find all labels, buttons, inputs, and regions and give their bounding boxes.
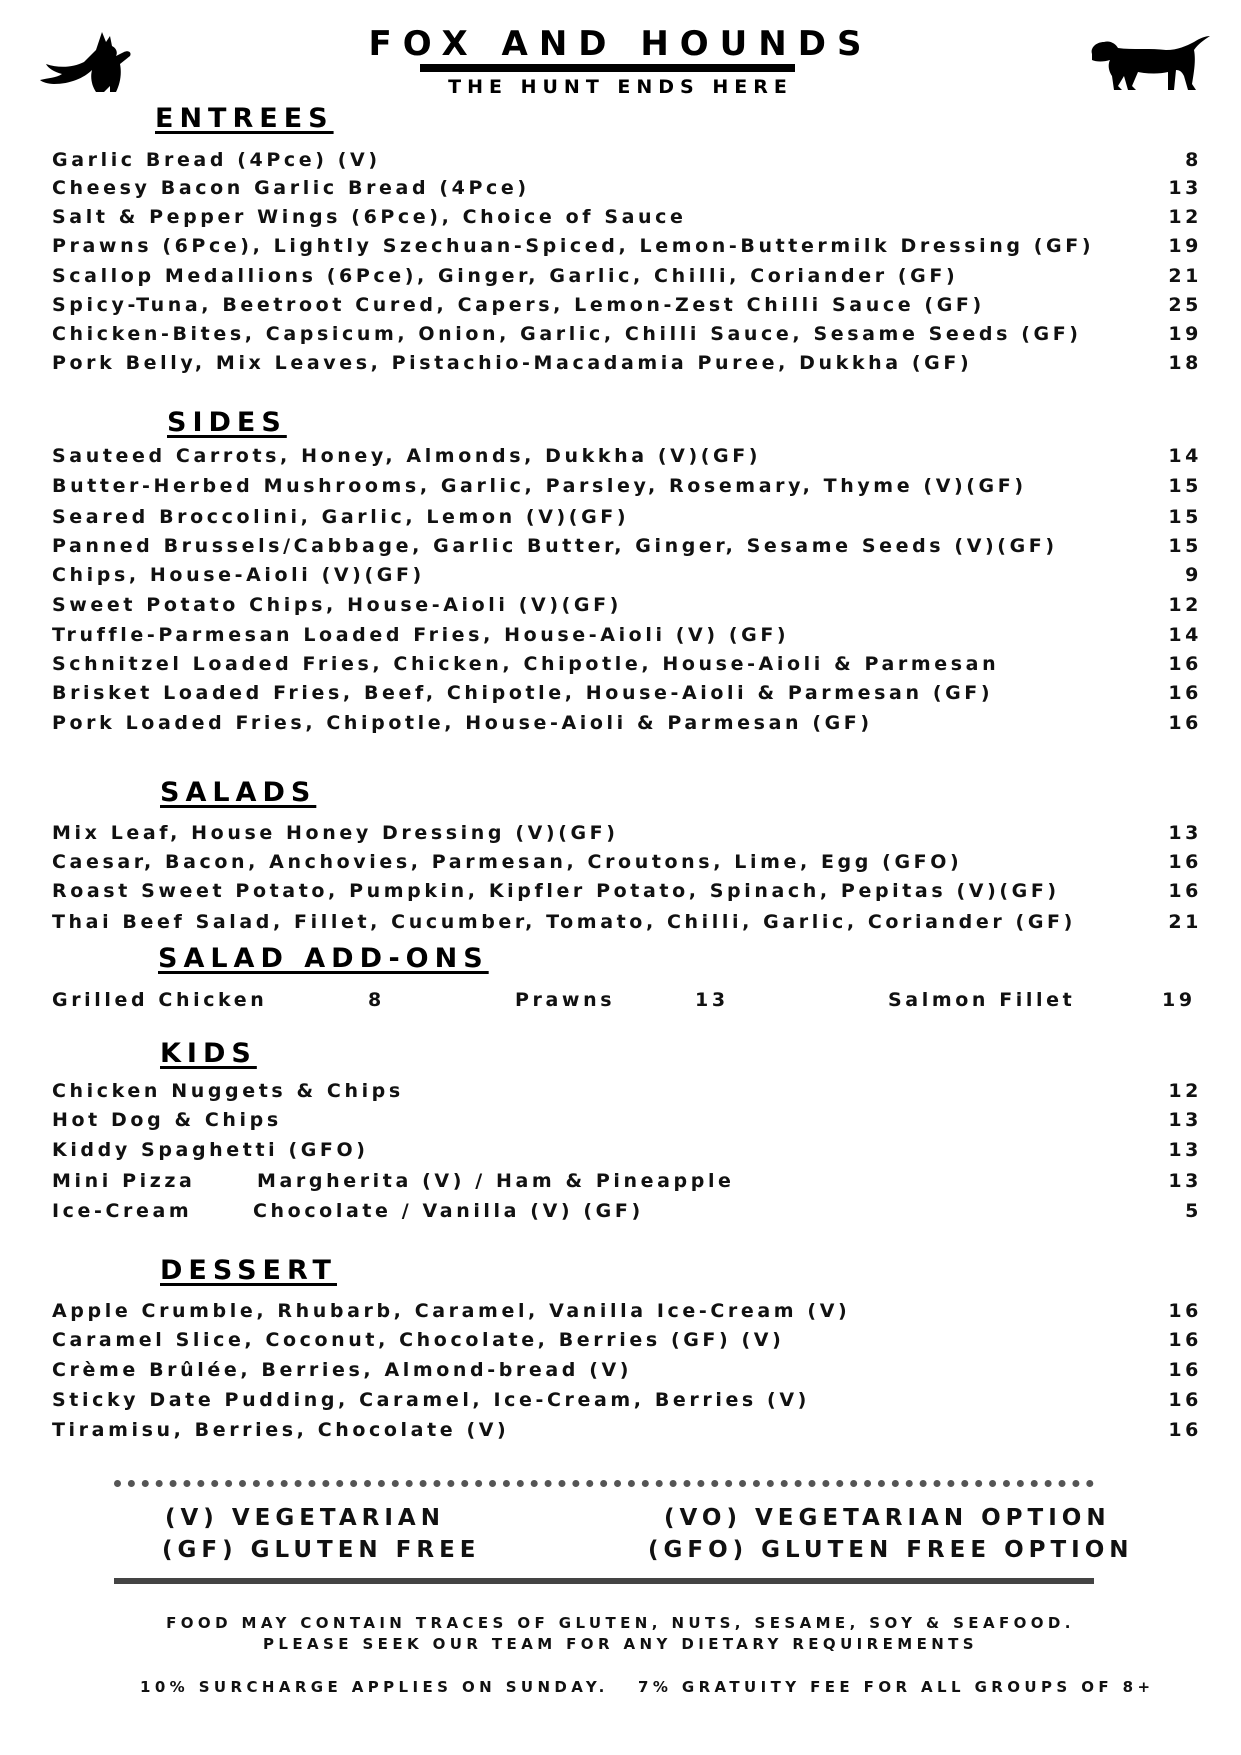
item-name: Chicken-Bites, Capsicum, Onion, Garlic, Chilli Sauce, Sesame Seeds (GF)	[52, 323, 1082, 345]
menu-item	[52, 294, 1202, 320]
item-price: 16	[1168, 880, 1202, 902]
item-name: Scallop Medallions (6Pce), Ginger, Garlic, Chilli, Coriander (GF)	[52, 265, 959, 287]
section-heading-sides: SIDES	[167, 407, 287, 438]
item-price: 15	[1168, 475, 1202, 497]
item-name: Mini Pizza	[52, 1170, 196, 1192]
item-price: 16	[1168, 682, 1202, 704]
section-heading-dessert: DESSERT	[160, 1255, 337, 1286]
legend-vegetarian-option: (VO) VEGETARIAN OPTION	[664, 1505, 1111, 1531]
menu-item	[52, 682, 1202, 708]
item-price: 5	[1185, 1200, 1202, 1222]
item-name: Ice-Cream	[52, 1200, 193, 1222]
addon-price: 13	[695, 989, 729, 1011]
item-name: Brisket Loaded Fries, Beef, Chipotle, House-Aioli & Parmesan (GF)	[52, 682, 994, 704]
item-price: 16	[1168, 712, 1202, 734]
item-name: Crème Brûlée, Berries, Almond-bread (V)	[52, 1359, 633, 1381]
item-price: 18	[1168, 352, 1202, 374]
item-name: Caramel Slice, Coconut, Chocolate, Berries (GF) (V)	[52, 1329, 785, 1351]
item-name: Tiramisu, Berries, Chocolate (V)	[52, 1419, 510, 1441]
item-price: 25	[1168, 294, 1202, 316]
item-name: Pork Loaded Fries, Chipotle, House-Aioli & Parmesan (GF)	[52, 712, 873, 734]
menu-item	[52, 1139, 1202, 1165]
menu-item	[52, 206, 1202, 232]
item-price: 12	[1168, 1080, 1202, 1102]
menu-item	[52, 149, 1202, 175]
legend-gluten-free: (GF) GLUTEN FREE	[162, 1537, 481, 1563]
item-price: 8	[1185, 149, 1202, 171]
menu-item	[52, 564, 1202, 590]
item-price: 16	[1168, 1419, 1202, 1441]
item-price: 16	[1168, 1389, 1202, 1411]
addon-name: Prawns	[515, 989, 616, 1011]
item-name: Sauteed Carrots, Honey, Almonds, Dukkha (V)(GF)	[52, 445, 762, 467]
menu-item	[52, 880, 1202, 906]
item-price: 14	[1168, 445, 1202, 467]
menu-item	[52, 1080, 1202, 1106]
item-name: Roast Sweet Potato, Pumpkin, Kipfler Potato, Spinach, Pepitas (V)(GF)	[52, 880, 1060, 902]
item-name: Salt & Pepper Wings (6Pce), Choice of Sauce	[52, 206, 687, 228]
menu-item	[52, 822, 1202, 848]
menu-item	[52, 323, 1202, 349]
item-name: Spicy-Tuna, Beetroot Cured, Capers, Lemon-Zest Chilli Sauce (GF)	[52, 294, 985, 316]
item-price: 12	[1168, 594, 1202, 616]
menu-item	[52, 1389, 1202, 1415]
menu-item	[52, 1170, 1202, 1196]
menu-item	[52, 506, 1202, 532]
menu-item	[52, 1109, 1202, 1135]
allergen-notice: FOOD MAY CONTAIN TRACES OF GLUTEN, NUTS, SESAME, SOY & SEAFOOD.	[166, 1614, 1075, 1632]
dotted-divider	[114, 1480, 1094, 1487]
item-price: 9	[1185, 564, 1202, 586]
restaurant-tagline: THE HUNT ENDS HERE	[448, 76, 793, 98]
menu-item	[52, 352, 1202, 378]
item-name: Chips, House-Aioli (V)(GF)	[52, 564, 425, 586]
section-heading-entrees: ENTREES	[155, 103, 334, 134]
item-name: Seared Broccolini, Garlic, Lemon (V)(GF)	[52, 506, 630, 528]
item-price: 14	[1168, 624, 1202, 646]
item-price: 21	[1168, 911, 1202, 933]
menu-item	[52, 624, 1202, 650]
solid-divider	[114, 1578, 1094, 1584]
item-price: 19	[1168, 323, 1202, 345]
item-name: Butter-Herbed Mushrooms, Garlic, Parsley, Rosemary, Thyme (V)(GF)	[52, 475, 1027, 497]
item-name: Garlic Bread (4Pce) (V)	[52, 149, 381, 171]
menu-item	[52, 712, 1202, 738]
addon-price: 8	[368, 989, 385, 1011]
menu-item	[52, 1300, 1202, 1326]
section-heading-salad-addons: SALAD ADD-ONS	[158, 943, 489, 974]
menu-item	[52, 594, 1202, 620]
legend-gluten-free-option: (GFO) GLUTEN FREE OPTION	[648, 1537, 1134, 1563]
item-name: Apple Crumble, Rhubarb, Caramel, Vanilla Ice-Cream (V)	[52, 1300, 851, 1322]
item-price: 16	[1168, 653, 1202, 675]
item-price: 15	[1168, 506, 1202, 528]
menu-item	[52, 445, 1202, 471]
addon-name: Grilled Chicken	[52, 989, 268, 1011]
item-name: Caesar, Bacon, Anchovies, Parmesan, Croutons, Lime, Egg (GFO)	[52, 851, 963, 873]
menu-item	[52, 475, 1202, 501]
item-price: 13	[1168, 822, 1202, 844]
item-name: Prawns (6Pce), Lightly Szechuan-Spiced, Lemon-Buttermilk Dressing (GF)	[52, 235, 1095, 257]
menu-item	[52, 851, 1202, 877]
item-price: 13	[1168, 1139, 1202, 1161]
item-name: Pork Belly, Mix Leaves, Pistachio-Macadamia Puree, Dukkha (GF)	[52, 352, 973, 374]
item-price: 19	[1168, 235, 1202, 257]
section-heading-kids: KIDS	[160, 1038, 257, 1069]
item-name: Panned Brussels/Cabbage, Garlic Butter, Ginger, Sesame Seeds (V)(GF)	[52, 535, 1058, 557]
item-name: Thai Beef Salad, Fillet, Cucumber, Tomato, Chilli, Garlic, Coriander (GF)	[52, 911, 1076, 933]
gratuity-notice: 7% GRATUITY FEE FOR ALL GROUPS OF 8+	[638, 1678, 1155, 1696]
legend-vegetarian: (V) VEGETARIAN	[165, 1505, 445, 1531]
item-detail: Chocolate / Vanilla (V) (GF)	[253, 1200, 644, 1222]
menu-item	[52, 265, 1202, 291]
item-name: Sticky Date Pudding, Caramel, Ice-Cream, Berries (V)	[52, 1389, 810, 1411]
restaurant-title: FOX AND HOUNDS	[368, 24, 873, 64]
item-name: Schnitzel Loaded Fries, Chicken, Chipotle, House-Aioli & Parmesan	[52, 653, 1000, 675]
menu-item	[52, 1329, 1202, 1355]
item-price: 13	[1168, 177, 1202, 199]
item-name: Sweet Potato Chips, House-Aioli (V)(GF)	[52, 594, 622, 616]
item-name: Hot Dog & Chips	[52, 1109, 282, 1131]
item-price: 12	[1168, 206, 1202, 228]
item-price: 13	[1168, 1109, 1202, 1131]
item-price: 15	[1168, 535, 1202, 557]
item-name: Cheesy Bacon Garlic Bread (4Pce)	[52, 177, 530, 199]
item-price: 16	[1168, 851, 1202, 873]
item-price: 16	[1168, 1300, 1202, 1322]
menu-item	[52, 235, 1202, 261]
item-name: Truffle-Parmesan Loaded Fries, House-Aioli (V) (GF)	[52, 624, 790, 646]
item-price: 21	[1168, 265, 1202, 287]
item-price: 16	[1168, 1359, 1202, 1381]
item-price: 16	[1168, 1329, 1202, 1351]
addon-name: Salmon Fillet	[888, 989, 1076, 1011]
dietary-notice: PLEASE SEEK OUR TEAM FOR ANY DIETARY REQUIREMENTS	[262, 1635, 979, 1653]
sunday-surcharge-notice: 10% SURCHARGE APPLIES ON SUNDAY.	[140, 1678, 609, 1696]
item-name: Kiddy Spaghetti (GFO)	[52, 1139, 369, 1161]
title-underline-bar	[420, 64, 795, 72]
item-name: Mix Leaf, House Honey Dressing (V)(GF)	[52, 822, 619, 844]
menu-item	[52, 535, 1202, 561]
menu-item	[52, 177, 1202, 203]
menu-item	[52, 1200, 1202, 1226]
addon-price: 19	[1162, 989, 1196, 1011]
item-price: 13	[1168, 1170, 1202, 1192]
menu-item	[52, 653, 1202, 679]
menu-item	[52, 1359, 1202, 1385]
menu-item	[52, 1419, 1202, 1445]
menu-item	[52, 911, 1202, 937]
section-heading-salads: SALADS	[160, 777, 317, 808]
item-detail: Margherita (V) / Ham & Pineapple	[257, 1170, 735, 1192]
item-name: Chicken Nuggets & Chips	[52, 1080, 404, 1102]
